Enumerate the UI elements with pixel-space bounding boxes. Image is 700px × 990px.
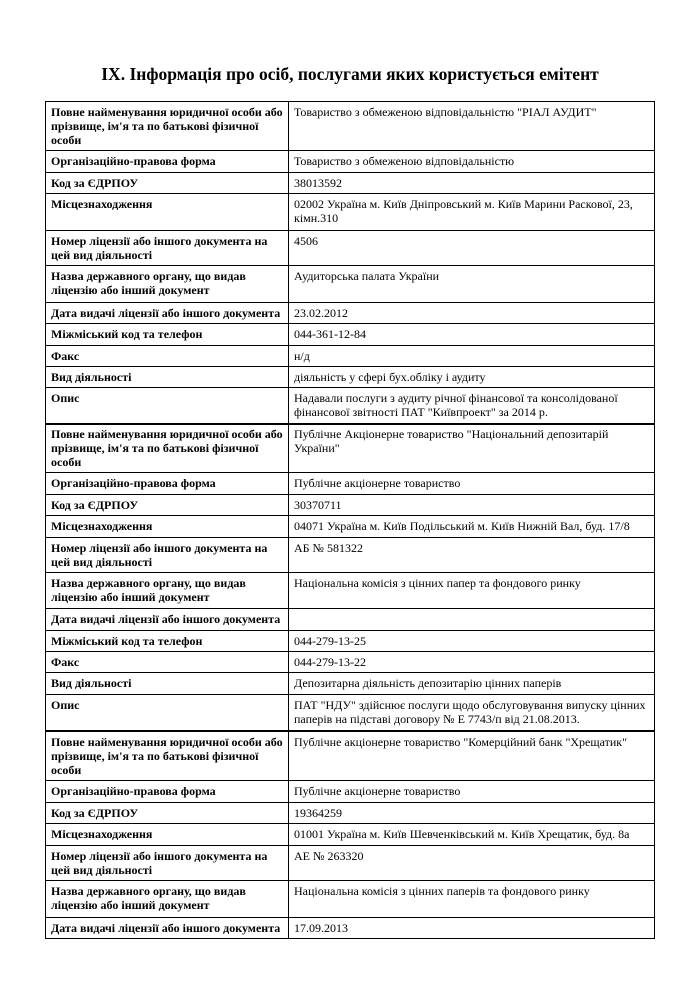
row-description [46,695,655,731]
value-fax: н/д [289,346,655,367]
label-license-no: Номер ліцензії або іншого документа на цей вид діяльності [46,846,289,881]
label-legal-form: Організаційно-правова форма [46,473,289,495]
row-phone [46,324,655,346]
label-activity: Вид діяльності [46,673,289,695]
row-license-no [46,538,655,573]
value-issuer: Національна комісія з цінних папер та фондового ринку [289,573,655,609]
row-location [46,824,655,846]
entity-table-1 [45,101,655,425]
value-edrpou: 30370711 [289,495,655,516]
row-activity [46,673,655,695]
row-legal-form [46,781,655,803]
label-location: Місцезнаходження [46,194,289,231]
value-issuer: Національна комісія з цінних паперів та фондового ринку [289,881,655,918]
value-description: ПАТ "НДУ" здійснює послуги щодо обслуговування випуску цінних паперів на підставі договору № Е 7743/п від 21.08.2013. [289,695,655,731]
label-edrpou: Код за ЄДРПОУ [46,173,289,194]
label-license-date: Дата видачі ліцензії або іншого документа [46,609,289,631]
page-title: IX. Інформація про осіб, послугами яких користується емітент [101,64,599,84]
label-edrpou: Код за ЄДРПОУ [46,803,289,824]
value-location: 04071 Україна м. Київ Подільський м. Київ Нижній Вал, буд. 17/8 [289,516,655,538]
row-phone [46,631,655,652]
value-license-no: 4506 [289,231,655,266]
row-legal-form [46,151,655,173]
row-issuer [46,266,655,303]
row-description [46,388,655,425]
row-license-no [46,846,655,881]
value-license-no: АБ № 581322 [289,538,655,573]
value-legal-form: Публічне акціонерне товариство [289,781,655,803]
label-name: Повне найменування юридичної особи або прізвище, ім'я та по батькові фізичної особи [46,102,289,151]
value-description: Надавали послуги з аудиту річної фінансової та консолідованої фінансової звітності ПАТ "Київпроект" за 2014 р. [289,388,655,425]
row-issuer [46,573,655,609]
label-issuer: Назва державного органу, що видав ліцензію або інший документ [46,266,289,303]
label-license-date: Дата видачі ліцензії або іншого документа [46,303,289,324]
entity-table-3 [45,731,655,939]
label-phone: Міжміський код та телефон [46,631,289,652]
label-license-no: Номер ліцензії або іншого документа на цей вид діяльності [46,231,289,266]
row-name [46,424,655,473]
value-license-date: 17.09.2013 [289,918,655,939]
value-issuer: Аудиторська палата України [289,266,655,303]
row-legal-form [46,473,655,495]
row-issuer [46,881,655,918]
row-license-no [46,231,655,266]
row-location [46,516,655,538]
value-legal-form: Товариство з обмеженою відповідальністю [289,151,655,173]
label-legal-form: Організаційно-правова форма [46,151,289,173]
value-name: Публічне Акціонерне товариство "Національний депозитарій України" [289,424,655,473]
value-name: Товариство з обмеженою відповідальністю "РІАЛ АУДИТ" [289,102,655,151]
row-location [46,194,655,231]
label-name: Повне найменування юридичної особи або прізвище, ім'я та по батькові фізичної особи [46,424,289,473]
row-fax [46,346,655,367]
label-legal-form: Організаційно-правова форма [46,781,289,803]
value-phone: 044-361-12-84 [289,324,655,346]
row-name [46,102,655,151]
row-fax [46,652,655,673]
label-description: Опис [46,388,289,425]
label-location: Місцезнаходження [46,824,289,846]
label-fax: Факс [46,346,289,367]
row-edrpou [46,173,655,194]
row-name [46,732,655,781]
row-edrpou [46,495,655,516]
value-activity: Депозитарна діяльність депозитарію цінних паперів [289,673,655,695]
label-issuer: Назва державного органу, що видав ліцензію або інший документ [46,881,289,918]
value-activity: діяльність у сфері бух.обліку і аудиту [289,367,655,388]
value-location: 01001 Україна м. Київ Шевченківський м. Київ Хрещатик, буд. 8а [289,824,655,846]
label-license-no: Номер ліцензії або іншого документа на цей вид діяльності [46,538,289,573]
label-location: Місцезнаходження [46,516,289,538]
label-license-date: Дата видачі ліцензії або іншого документа [46,918,289,939]
row-activity [46,367,655,388]
row-license-date [46,609,655,631]
value-license-date: 23.02.2012 [289,303,655,324]
label-issuer: Назва державного органу, що видав ліцензію або інший документ [46,573,289,609]
value-name: Публічне акціонерне товариство "Комерційний банк "Хрещатик" [289,732,655,781]
value-license-date [289,609,655,631]
row-license-date [46,303,655,324]
value-edrpou: 19364259 [289,803,655,824]
label-phone: Міжміський код та телефон [46,324,289,346]
row-license-date [46,918,655,939]
label-activity: Вид діяльності [46,367,289,388]
value-edrpou: 38013592 [289,173,655,194]
entity-table-2 [45,423,655,731]
value-location: 02002 Україна м. Київ Дніпровський м. Київ Марини Раскової, 23, кімн.310 [289,194,655,231]
value-phone: 044-279-13-25 [289,631,655,652]
row-edrpou [46,803,655,824]
label-edrpou: Код за ЄДРПОУ [46,495,289,516]
label-fax: Факс [46,652,289,673]
label-name: Повне найменування юридичної особи або прізвище, ім'я та по батькові фізичної особи [46,732,289,781]
label-description: Опис [46,695,289,731]
value-fax: 044-279-13-22 [289,652,655,673]
value-license-no: АЕ № 263320 [289,846,655,881]
value-legal-form: Публічне акціонерне товариство [289,473,655,495]
